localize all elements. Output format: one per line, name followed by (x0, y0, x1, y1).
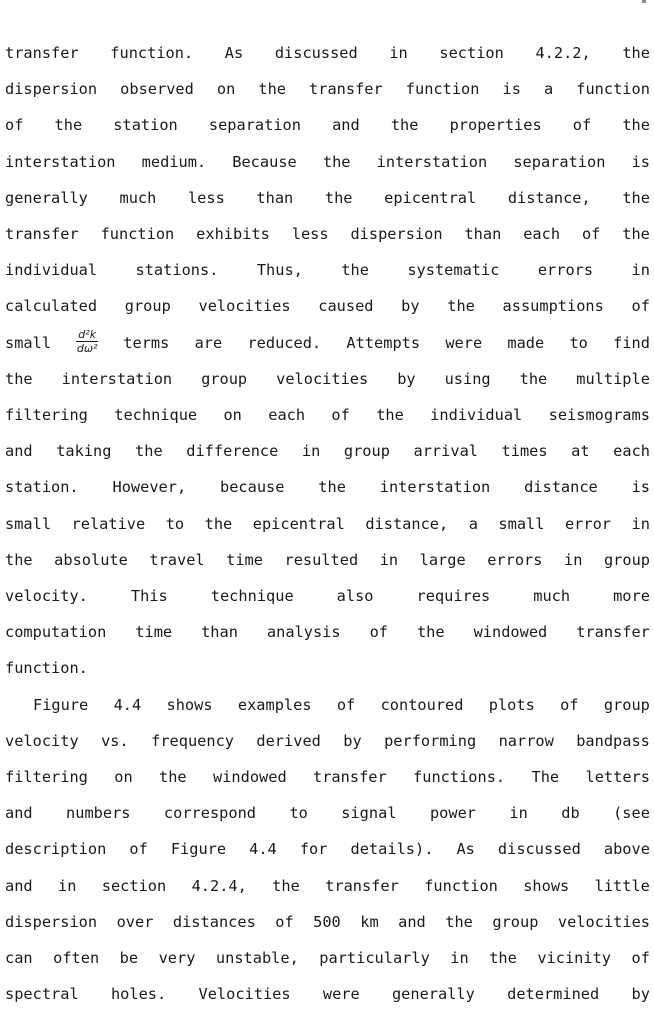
word: is (502, 80, 521, 99)
text-line (5, 113, 650, 137)
text-line (5, 367, 650, 391)
word: than (464, 225, 502, 243)
word: small (5, 333, 52, 352)
word: in (389, 44, 408, 62)
word: distance, (365, 514, 449, 533)
scan-mark (642, 0, 646, 3)
word: a (543, 80, 554, 99)
word: dispersion (5, 912, 98, 931)
word: section (101, 876, 167, 895)
word: performing (384, 731, 477, 750)
word: interstation (376, 152, 488, 171)
word: often (53, 949, 100, 967)
word: functions. (413, 768, 506, 786)
word: each (268, 406, 306, 424)
word: absolute (54, 550, 128, 569)
word: station. (5, 478, 79, 497)
word: dispersion (350, 225, 443, 243)
word: group (201, 369, 248, 388)
word: function (405, 80, 480, 99)
word: assumptions (502, 297, 604, 316)
word: 4.4 (249, 840, 277, 859)
word: above (603, 840, 650, 859)
word: much (119, 188, 157, 207)
word: analysis (266, 623, 341, 642)
word: contoured (380, 695, 464, 714)
word: arrival (413, 442, 478, 461)
text-line (5, 186, 650, 210)
word: to (289, 804, 308, 823)
word: little (594, 876, 650, 895)
word: small (5, 514, 52, 533)
word: much (533, 587, 571, 605)
word: technique (210, 587, 294, 605)
word: the (5, 550, 33, 569)
text-line (5, 910, 650, 934)
word: of (129, 840, 148, 859)
text-line (5, 77, 650, 101)
word: 4.2.4, (191, 876, 247, 895)
word: signal (341, 804, 397, 823)
text-line (5, 512, 650, 536)
text-line (5, 656, 650, 680)
word: the (416, 623, 445, 642)
word: the (135, 442, 163, 461)
word: in (379, 550, 399, 569)
text-line (5, 41, 650, 65)
word: in (301, 442, 321, 461)
word: in (631, 261, 650, 280)
word: numbers (66, 804, 131, 823)
word: group (603, 550, 650, 569)
word: velocities (198, 297, 291, 316)
word: the (489, 949, 517, 967)
word: observed (120, 80, 194, 99)
word: were (322, 985, 360, 1004)
word: derived (256, 731, 321, 750)
word: the (341, 261, 369, 280)
text-line (5, 258, 650, 282)
word: than (201, 623, 238, 642)
word: time (226, 550, 263, 569)
word: the (322, 152, 351, 171)
word: the (447, 297, 475, 316)
word: errors (487, 550, 543, 569)
word: distances (172, 912, 256, 931)
word: distance (524, 478, 598, 497)
text-line (5, 765, 650, 789)
word: than (256, 188, 294, 207)
fraction-denominator: dω² (76, 341, 98, 355)
word: properties (449, 116, 542, 135)
word: on (216, 80, 236, 99)
word: travel (149, 550, 205, 569)
word: be (119, 949, 139, 967)
word: examples (237, 695, 312, 714)
word: station (113, 116, 178, 135)
text-line (5, 729, 650, 753)
word: the (622, 116, 650, 135)
word: function. (110, 44, 194, 62)
word: on (223, 406, 242, 424)
word: interstation (5, 152, 116, 171)
word: by (631, 985, 650, 1004)
word: more (613, 587, 650, 605)
word: the (445, 912, 473, 931)
text-line (5, 982, 650, 1006)
text-line (5, 837, 650, 861)
word: power (429, 804, 476, 823)
word: very (158, 949, 196, 967)
math-fraction (76, 329, 98, 353)
text-line (5, 584, 650, 608)
word: distance, (507, 188, 591, 207)
word: error (564, 514, 612, 533)
word: transfer (309, 80, 383, 99)
word: As (224, 44, 244, 62)
word: made (507, 333, 545, 352)
word: of (572, 116, 592, 135)
word: using (444, 369, 491, 388)
word: in (509, 804, 528, 823)
word: and (5, 876, 33, 895)
word: each (613, 442, 650, 461)
word: The (531, 768, 560, 786)
word: difference (186, 442, 279, 461)
word: km (360, 912, 379, 931)
word: of (631, 297, 650, 316)
word: of (5, 116, 24, 135)
word: caused (318, 297, 374, 316)
text-line (5, 475, 650, 499)
word: However, (112, 478, 187, 497)
word: were (445, 333, 483, 352)
word: the (54, 116, 83, 135)
word: Attempts (346, 333, 421, 352)
word: (see (613, 804, 650, 823)
word: velocities (557, 912, 650, 931)
word: holes. (110, 985, 167, 1004)
word: shows (523, 876, 570, 895)
word: transfer (325, 876, 399, 895)
word: less (291, 225, 329, 243)
word: discussed (274, 44, 358, 62)
word: for (299, 840, 328, 859)
word: resulted (284, 550, 359, 569)
word: filtering (5, 768, 88, 786)
word: multiple (576, 369, 650, 388)
fraction-numerator: d²k (78, 327, 97, 341)
word: epicentral (384, 188, 477, 207)
word: transfer (576, 623, 650, 642)
word: determined (507, 985, 600, 1004)
word: over (116, 912, 154, 931)
text-line (33, 693, 650, 717)
word: of (336, 695, 356, 714)
word: stations. (135, 261, 219, 280)
word: of (275, 912, 294, 931)
word: to (165, 514, 185, 533)
word: less (187, 188, 225, 207)
word: the (376, 406, 404, 424)
word: individual (5, 261, 98, 280)
word: plots (488, 695, 535, 714)
word: epicentral (252, 514, 345, 533)
word: and (5, 442, 33, 461)
word: spectral (5, 985, 79, 1004)
word: can (5, 949, 33, 967)
word: interstation (61, 369, 173, 388)
word: on (114, 768, 133, 786)
word: Figure (33, 695, 89, 714)
text-line (5, 403, 650, 427)
word: technique (114, 406, 198, 424)
text-line (5, 801, 650, 825)
word: dispersion (5, 80, 98, 99)
word: vs. (101, 731, 129, 750)
word: frequency (151, 731, 234, 750)
word: relative (71, 514, 146, 533)
word: windowed (212, 768, 287, 786)
word: each (523, 225, 561, 243)
word: terms (123, 333, 170, 352)
word: of (331, 406, 350, 424)
word: As (456, 840, 475, 859)
word: 4.2.2, (535, 44, 591, 62)
word: Thus, (256, 261, 303, 280)
word: transfer (313, 768, 387, 786)
word: db (561, 804, 580, 823)
word: section (439, 44, 504, 62)
word: function. (5, 659, 88, 678)
word: by (401, 297, 420, 316)
word: particularly (319, 949, 430, 967)
word: in (564, 550, 583, 569)
word: systematic (407, 261, 500, 280)
word: group (603, 695, 650, 714)
word: velocity. (5, 587, 88, 605)
word: function (100, 225, 175, 243)
word: 500 (313, 912, 341, 931)
word: is (631, 478, 650, 497)
word: and (332, 116, 360, 135)
word: calculated (5, 297, 98, 316)
text-line (5, 222, 650, 246)
word: of (369, 623, 388, 642)
text-line (5, 150, 650, 174)
word: generally (5, 188, 88, 207)
word: shows (166, 695, 213, 714)
word: in (57, 876, 77, 895)
text-line (5, 294, 650, 318)
word: transfer (5, 225, 79, 243)
word: unstable, (215, 949, 299, 967)
word: exhibits (196, 225, 270, 243)
word: time (135, 623, 173, 642)
word: computation (5, 623, 107, 642)
word: small (498, 514, 545, 533)
word: separation (208, 116, 301, 135)
text-line (5, 548, 650, 572)
text-line (5, 439, 650, 463)
text-line (5, 327, 650, 355)
word: Figure (170, 840, 227, 859)
word: of (581, 225, 601, 243)
word: Because (232, 152, 297, 171)
word: also (336, 587, 374, 605)
text-line (5, 946, 650, 970)
word: and (398, 912, 426, 931)
word: the (272, 876, 300, 895)
word: velocity (5, 731, 79, 750)
word: the (622, 188, 650, 207)
word: individual (430, 406, 523, 424)
word: group (124, 297, 171, 316)
word: This (130, 587, 168, 605)
word: reduced. (247, 333, 322, 352)
word: the (622, 225, 650, 243)
word: the (324, 188, 353, 207)
text-line (5, 874, 650, 898)
word: the (5, 369, 33, 388)
word: narrow (498, 731, 554, 750)
word: of (631, 949, 650, 967)
word: a (468, 514, 478, 533)
word: group (492, 912, 539, 931)
word: group (343, 442, 390, 461)
word: by (343, 731, 362, 750)
word: function (424, 876, 498, 895)
word: and (5, 804, 33, 823)
word: filtering (5, 406, 88, 424)
word: the (622, 44, 650, 62)
word: is (631, 152, 650, 171)
word: the (204, 514, 233, 533)
word: details). (350, 840, 434, 859)
word: seismograms (548, 406, 650, 424)
word: at (571, 442, 590, 461)
word: find (613, 333, 650, 352)
word: to (569, 333, 588, 352)
word: in (450, 949, 469, 967)
word: transfer (5, 44, 79, 62)
text-line (5, 620, 650, 644)
word: interstation (379, 478, 491, 497)
word: taking (56, 442, 112, 461)
word: errors (537, 261, 594, 280)
word: large (419, 550, 466, 569)
word: the (519, 369, 548, 388)
word: because (220, 478, 285, 497)
word: 4.4 (113, 695, 142, 714)
word: in (631, 514, 650, 533)
word: the (159, 768, 187, 786)
word: bandpass (576, 731, 650, 750)
word: discussed (497, 840, 581, 859)
word: description (5, 840, 107, 859)
word: times (501, 442, 548, 461)
word: the (258, 80, 286, 99)
word: vicinity (537, 949, 611, 967)
word: Velocities (198, 985, 291, 1004)
word: generally (391, 985, 475, 1004)
word: of (560, 695, 579, 714)
word: correspond (163, 804, 257, 823)
word: letters (585, 768, 650, 786)
word: by (397, 369, 416, 388)
word: windowed (473, 623, 548, 642)
word: the (390, 116, 419, 135)
word: medium. (141, 152, 207, 171)
word: requires (416, 587, 491, 605)
word: function (576, 80, 650, 99)
word: are (194, 333, 223, 352)
word: the (318, 478, 346, 497)
word: separation (513, 152, 606, 171)
word: velocities (276, 369, 369, 388)
